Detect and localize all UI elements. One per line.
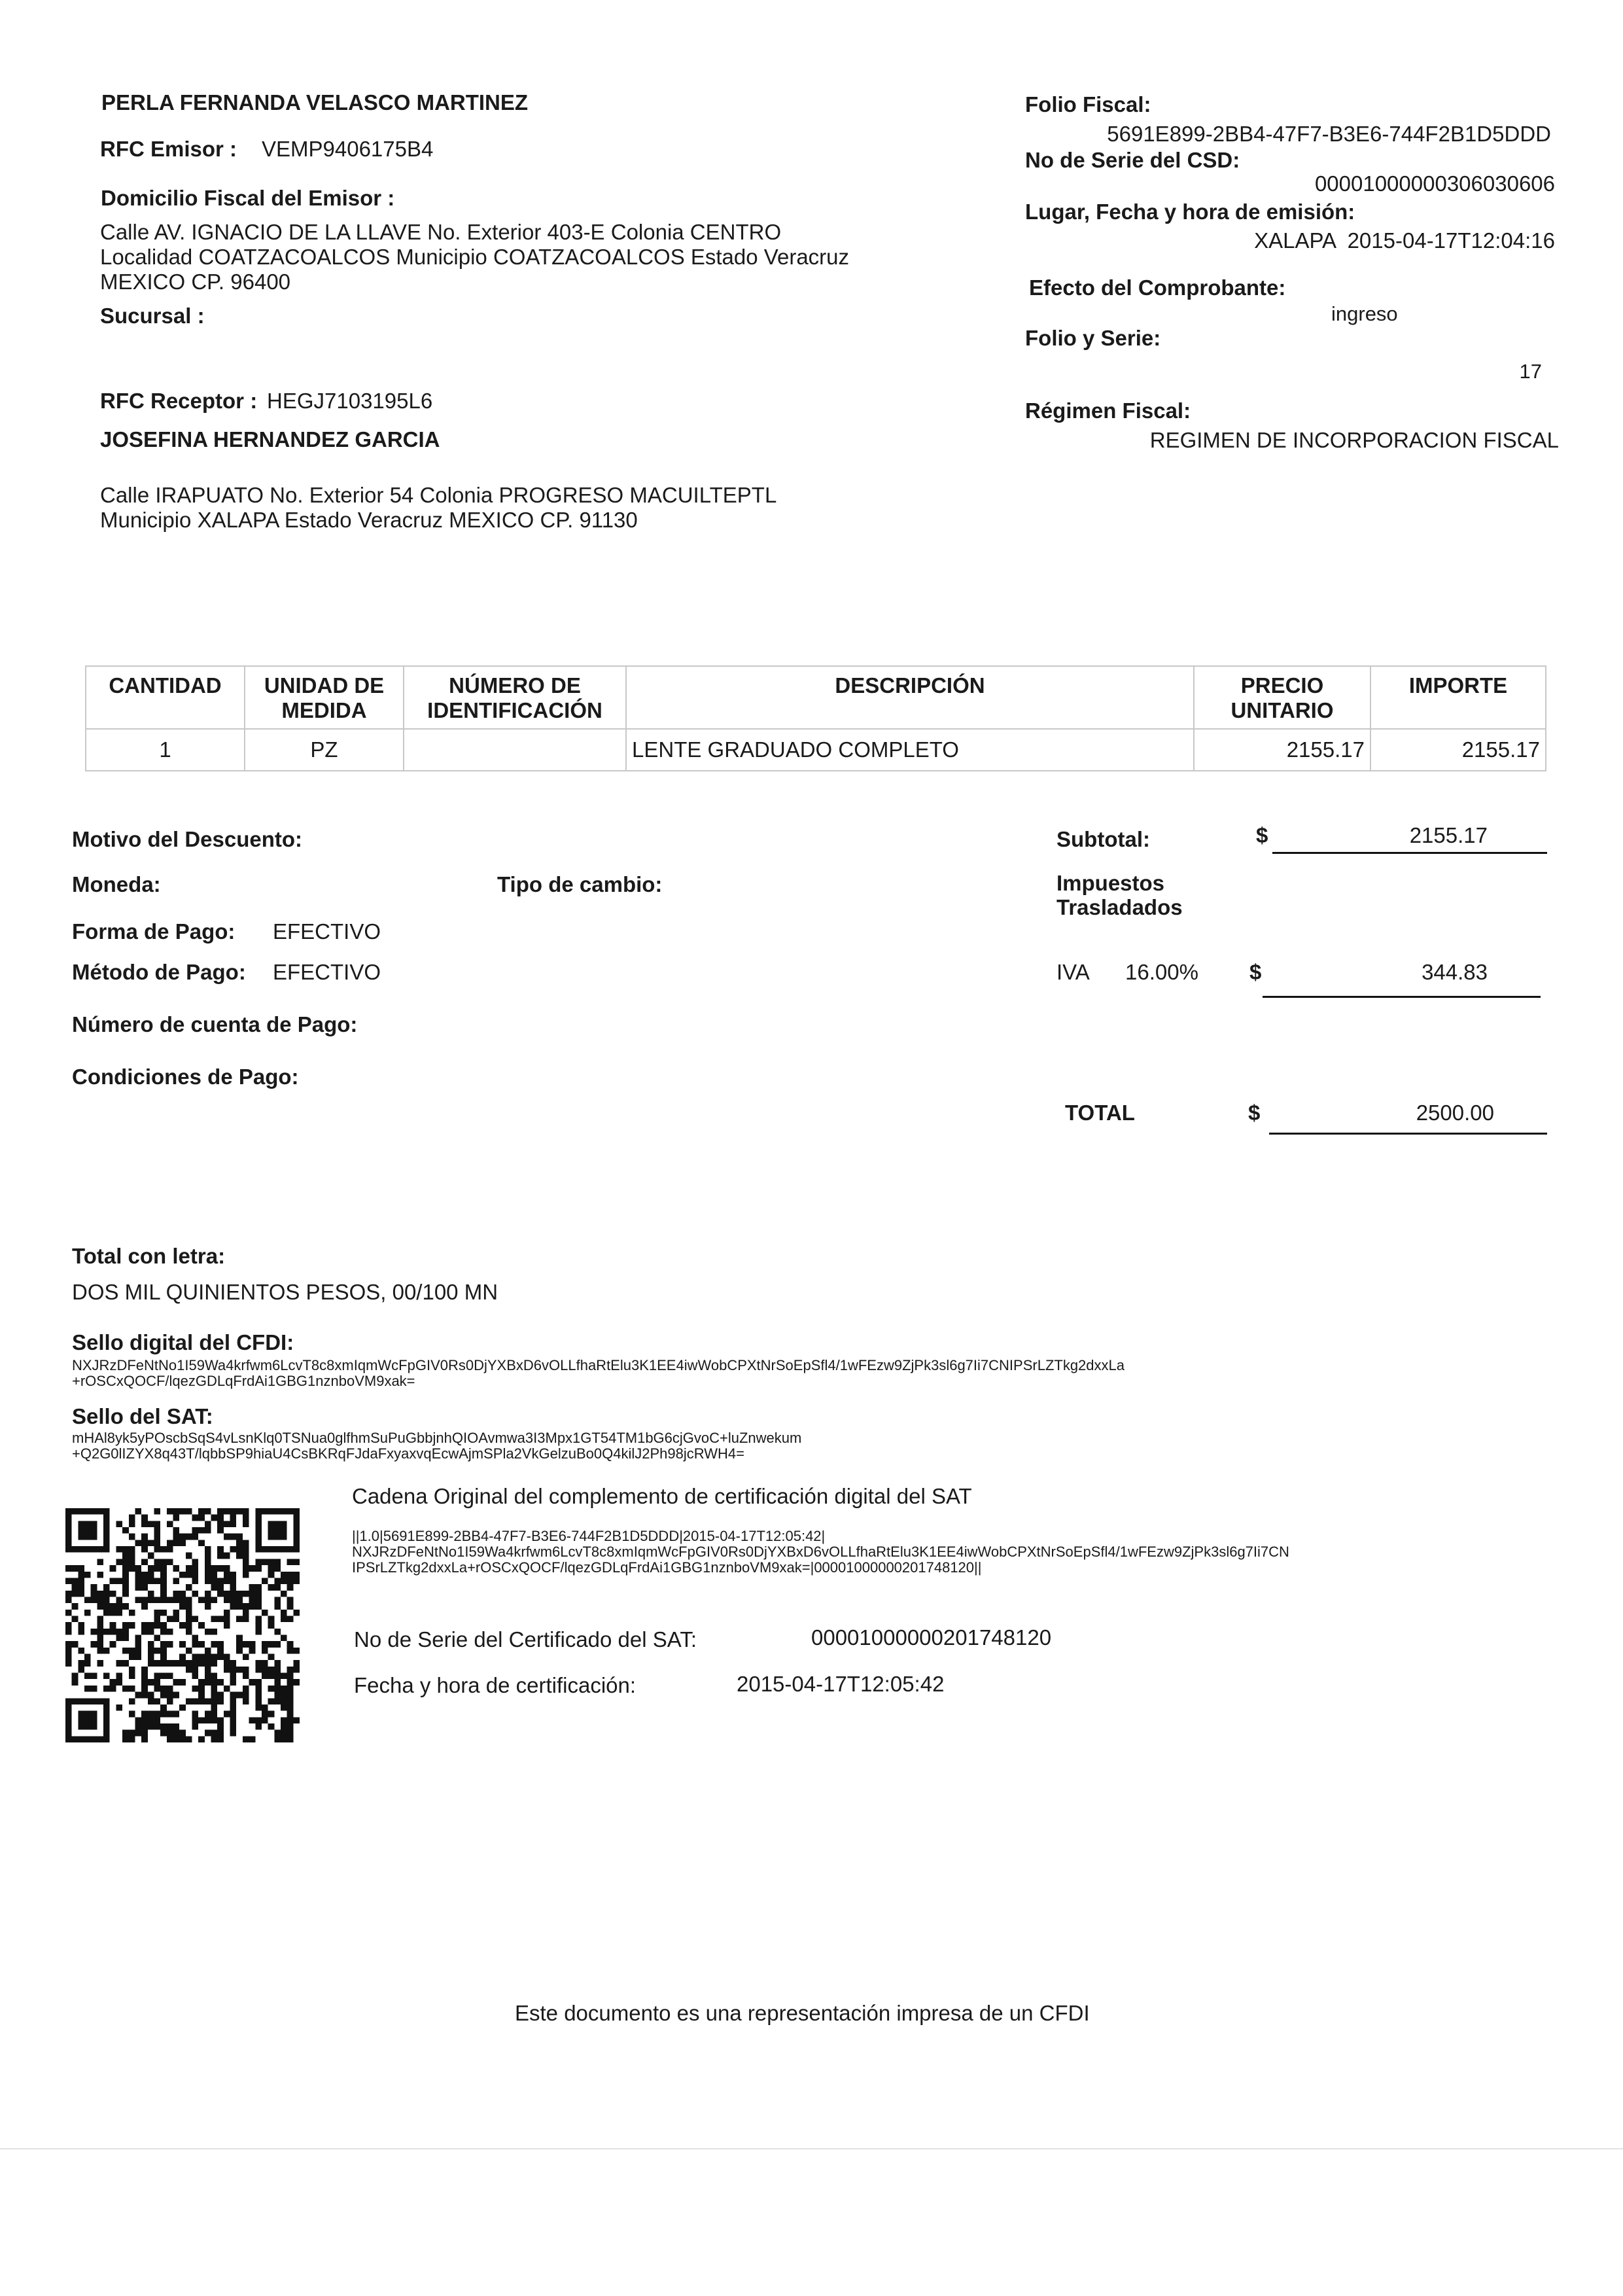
- subtotal-currency: $: [1256, 823, 1268, 847]
- subtotal-label: Subtotal:: [1056, 827, 1150, 851]
- regimen-value: REGIMEN DE INCORPORACION FISCAL: [1149, 428, 1559, 452]
- serie-sat-value: 00001000000201748120: [811, 1625, 1052, 1650]
- condiciones-pago-label: Condiciones de Pago:: [72, 1065, 299, 1089]
- total-value: 2500.00: [1416, 1101, 1494, 1125]
- sello-sat-line-1: mHAl8yk5yPOscbSqS4vLsnKlq0TSNua0glfhmSuPuGbbjnhQIOAvmwa3I3Mpx1GT54TM1bG6cjGvoC+luZnwekum: [72, 1430, 802, 1446]
- col-header-descripcion: DESCRIPCIÓN: [626, 666, 1194, 729]
- iva-underline: [1263, 996, 1541, 998]
- sello-sat-line-2: +Q2G0lIZYX8q43T/lqbbSP9hiaU4CsBKRqFJdaFxyaxvqEcwAjmSPla2VkGelzuBo0Q4kilJ2Ph98jcRWH4=: [72, 1445, 744, 1462]
- table-header-row: [86, 666, 1546, 729]
- items-table: [85, 665, 1546, 771]
- domicilio-emisor-line-1: Calle AV. IGNACIO DE LA LLAVE No. Exterior 403-E Colonia CENTRO: [100, 220, 782, 244]
- iva-currency: $: [1249, 960, 1262, 984]
- emisor-nombre: PERLA FERNANDA VELASCO MARTINEZ: [101, 90, 529, 115]
- rfc-receptor-value: HEGJ7103195L6: [267, 389, 433, 413]
- total-underline: [1269, 1133, 1547, 1135]
- sello-sat-label: Sello del SAT:: [72, 1404, 213, 1428]
- folio-fiscal-label: Folio Fiscal:: [1025, 92, 1151, 116]
- cadena-original-line-3: IPSrLZTkg2dxxLa+rOSCxQOCF/lqezGDLqFrdAi1GBG1nznboVM9xak=|00001000000201748120||: [352, 1559, 982, 1576]
- cadena-original-line-1: ||1.0|5691E899-2BB4-47F7-B3E6-744F2B1D5DDD|2015-04-17T12:05:42|: [352, 1528, 826, 1544]
- cadena-original-label: Cadena Original del complemento de certificación digital del SAT: [352, 1484, 972, 1508]
- cuenta-pago-label: Número de cuenta de Pago:: [72, 1012, 358, 1036]
- folio-serie-label: Folio y Serie:: [1025, 326, 1161, 350]
- qr-code-icon: [65, 1508, 300, 1742]
- domicilio-emisor-line-2: Localidad COATZACOALCOS Municipio COATZACOALCOS Estado Veracruz: [100, 245, 850, 269]
- sello-cfdi-line-1: NXJRzDFeNtNo1I59Wa4krfwm6LcvT8c8xmIqmWcFpGIV0Rs0DjYXBxD6vOLLfhaRtElu3K1EE4iwWobCPXtNrSoEpSfl4/1wFEzw9ZjPk3sl6g7Ii7CNIPSrLZTkg2dxxLa: [72, 1357, 1125, 1373]
- moneda-label: Moneda:: [72, 872, 161, 896]
- total-label: TOTAL: [1065, 1101, 1135, 1125]
- cell-cantidad: 1: [86, 729, 245, 771]
- sello-cfdi-label: Sello digital del CFDI:: [72, 1330, 294, 1354]
- lugar-fecha-label: Lugar, Fecha y hora de emisión:: [1025, 200, 1355, 224]
- receptor-nombre: JOSEFINA HERNANDEZ GARCIA: [100, 427, 440, 451]
- efecto-label: Efecto del Comprobante:: [1029, 275, 1286, 300]
- serie-csd-label: No de Serie del CSD:: [1025, 148, 1240, 172]
- footer-text: Este documento es una representación impresa de un CFDI: [515, 2001, 1090, 2025]
- metodo-pago-value: EFECTIVO: [273, 960, 381, 984]
- metodo-pago-label: Método de Pago:: [72, 960, 246, 984]
- rfc-emisor-label: RFC Emisor :: [100, 137, 237, 161]
- total-currency: $: [1248, 1101, 1261, 1125]
- sucursal-label: Sucursal :: [100, 304, 205, 328]
- efecto-value: ingreso: [1331, 302, 1398, 325]
- motivo-descuento-label: Motivo del Descuento:: [72, 827, 303, 851]
- table-row: [86, 729, 1546, 771]
- subtotal-underline: [1272, 852, 1547, 854]
- total-letra-value: DOS MIL QUINIENTOS PESOS, 00/100 MN: [72, 1280, 498, 1304]
- fecha-certificacion-value: 2015-04-17T12:05:42: [737, 1672, 945, 1696]
- iva-value: 344.83: [1422, 960, 1488, 984]
- col-header-precio: PRECIO UNITARIO: [1194, 666, 1370, 729]
- col-header-cantidad: CANTIDAD: [86, 666, 245, 729]
- cell-unidad: PZ: [245, 729, 404, 771]
- col-header-numero: NÚMERO DE IDENTIFICACIÓN: [404, 666, 626, 729]
- domicilio-emisor-line-3: MEXICO CP. 96400: [100, 270, 291, 294]
- folio-fiscal-value: 5691E899-2BB4-47F7-B3E6-744F2B1D5DDD: [1107, 122, 1551, 146]
- rfc-receptor-label: RFC Receptor :: [100, 389, 258, 413]
- cell-numero: [404, 729, 626, 771]
- subtotal-value: 2155.17: [1409, 823, 1488, 847]
- cell-descripcion: LENTE GRADUADO COMPLETO: [626, 729, 1194, 771]
- lugar-fecha-value: XALAPA 2015-04-17T12:04:16: [1254, 228, 1555, 253]
- impuestos-label-1: Impuestos: [1056, 871, 1165, 895]
- tipo-cambio-label: Tipo de cambio:: [497, 872, 663, 896]
- impuestos-label-2: Trasladados: [1056, 895, 1183, 919]
- folio-serie-value: 17: [1519, 360, 1542, 383]
- cadena-original-line-2: NXJRzDFeNtNo1I59Wa4krfwm6LcvT8c8xmIqmWcFpGIV0Rs0DjYXBxD6vOLLfhaRtElu3K1EE4iwWobCPXtNrSoEpSfl4/1wFEzw9ZjPk3sl6g7Ii7CN: [352, 1544, 1289, 1560]
- iva-rate: 16.00%: [1125, 960, 1198, 984]
- sello-cfdi-line-2: +rOSCxQOCF/lqezGDLqFrdAi1GBG1nznboVM9xak=: [72, 1373, 415, 1389]
- domicilio-receptor-line-1: Calle IRAPUATO No. Exterior 54 Colonia PROGRESO MACUILTEPTL: [100, 483, 777, 507]
- iva-label: IVA: [1056, 960, 1090, 984]
- col-header-importe: IMPORTE: [1370, 666, 1546, 729]
- cell-importe: 2155.17: [1370, 729, 1546, 771]
- total-letra-label: Total con letra:: [72, 1244, 226, 1268]
- col-header-unidad: UNIDAD DE MEDIDA: [245, 666, 404, 729]
- serie-csd-value: 00001000000306030606: [1314, 171, 1555, 196]
- scan-edge-line: [0, 2148, 1623, 2149]
- forma-pago-value: EFECTIVO: [273, 919, 381, 944]
- regimen-label: Régimen Fiscal:: [1025, 398, 1191, 423]
- domicilio-receptor-line-2: Municipio XALAPA Estado Veracruz MEXICO CP. 91130: [100, 508, 638, 532]
- fecha-certificacion-label: Fecha y hora de certificación:: [354, 1673, 637, 1697]
- rfc-emisor-value: VEMP9406175B4: [262, 137, 434, 161]
- serie-sat-label: No de Serie del Certificado del SAT:: [354, 1627, 697, 1651]
- cell-precio: 2155.17: [1194, 729, 1370, 771]
- domicilio-emisor-label: Domicilio Fiscal del Emisor :: [101, 186, 395, 210]
- forma-pago-label: Forma de Pago:: [72, 919, 236, 944]
